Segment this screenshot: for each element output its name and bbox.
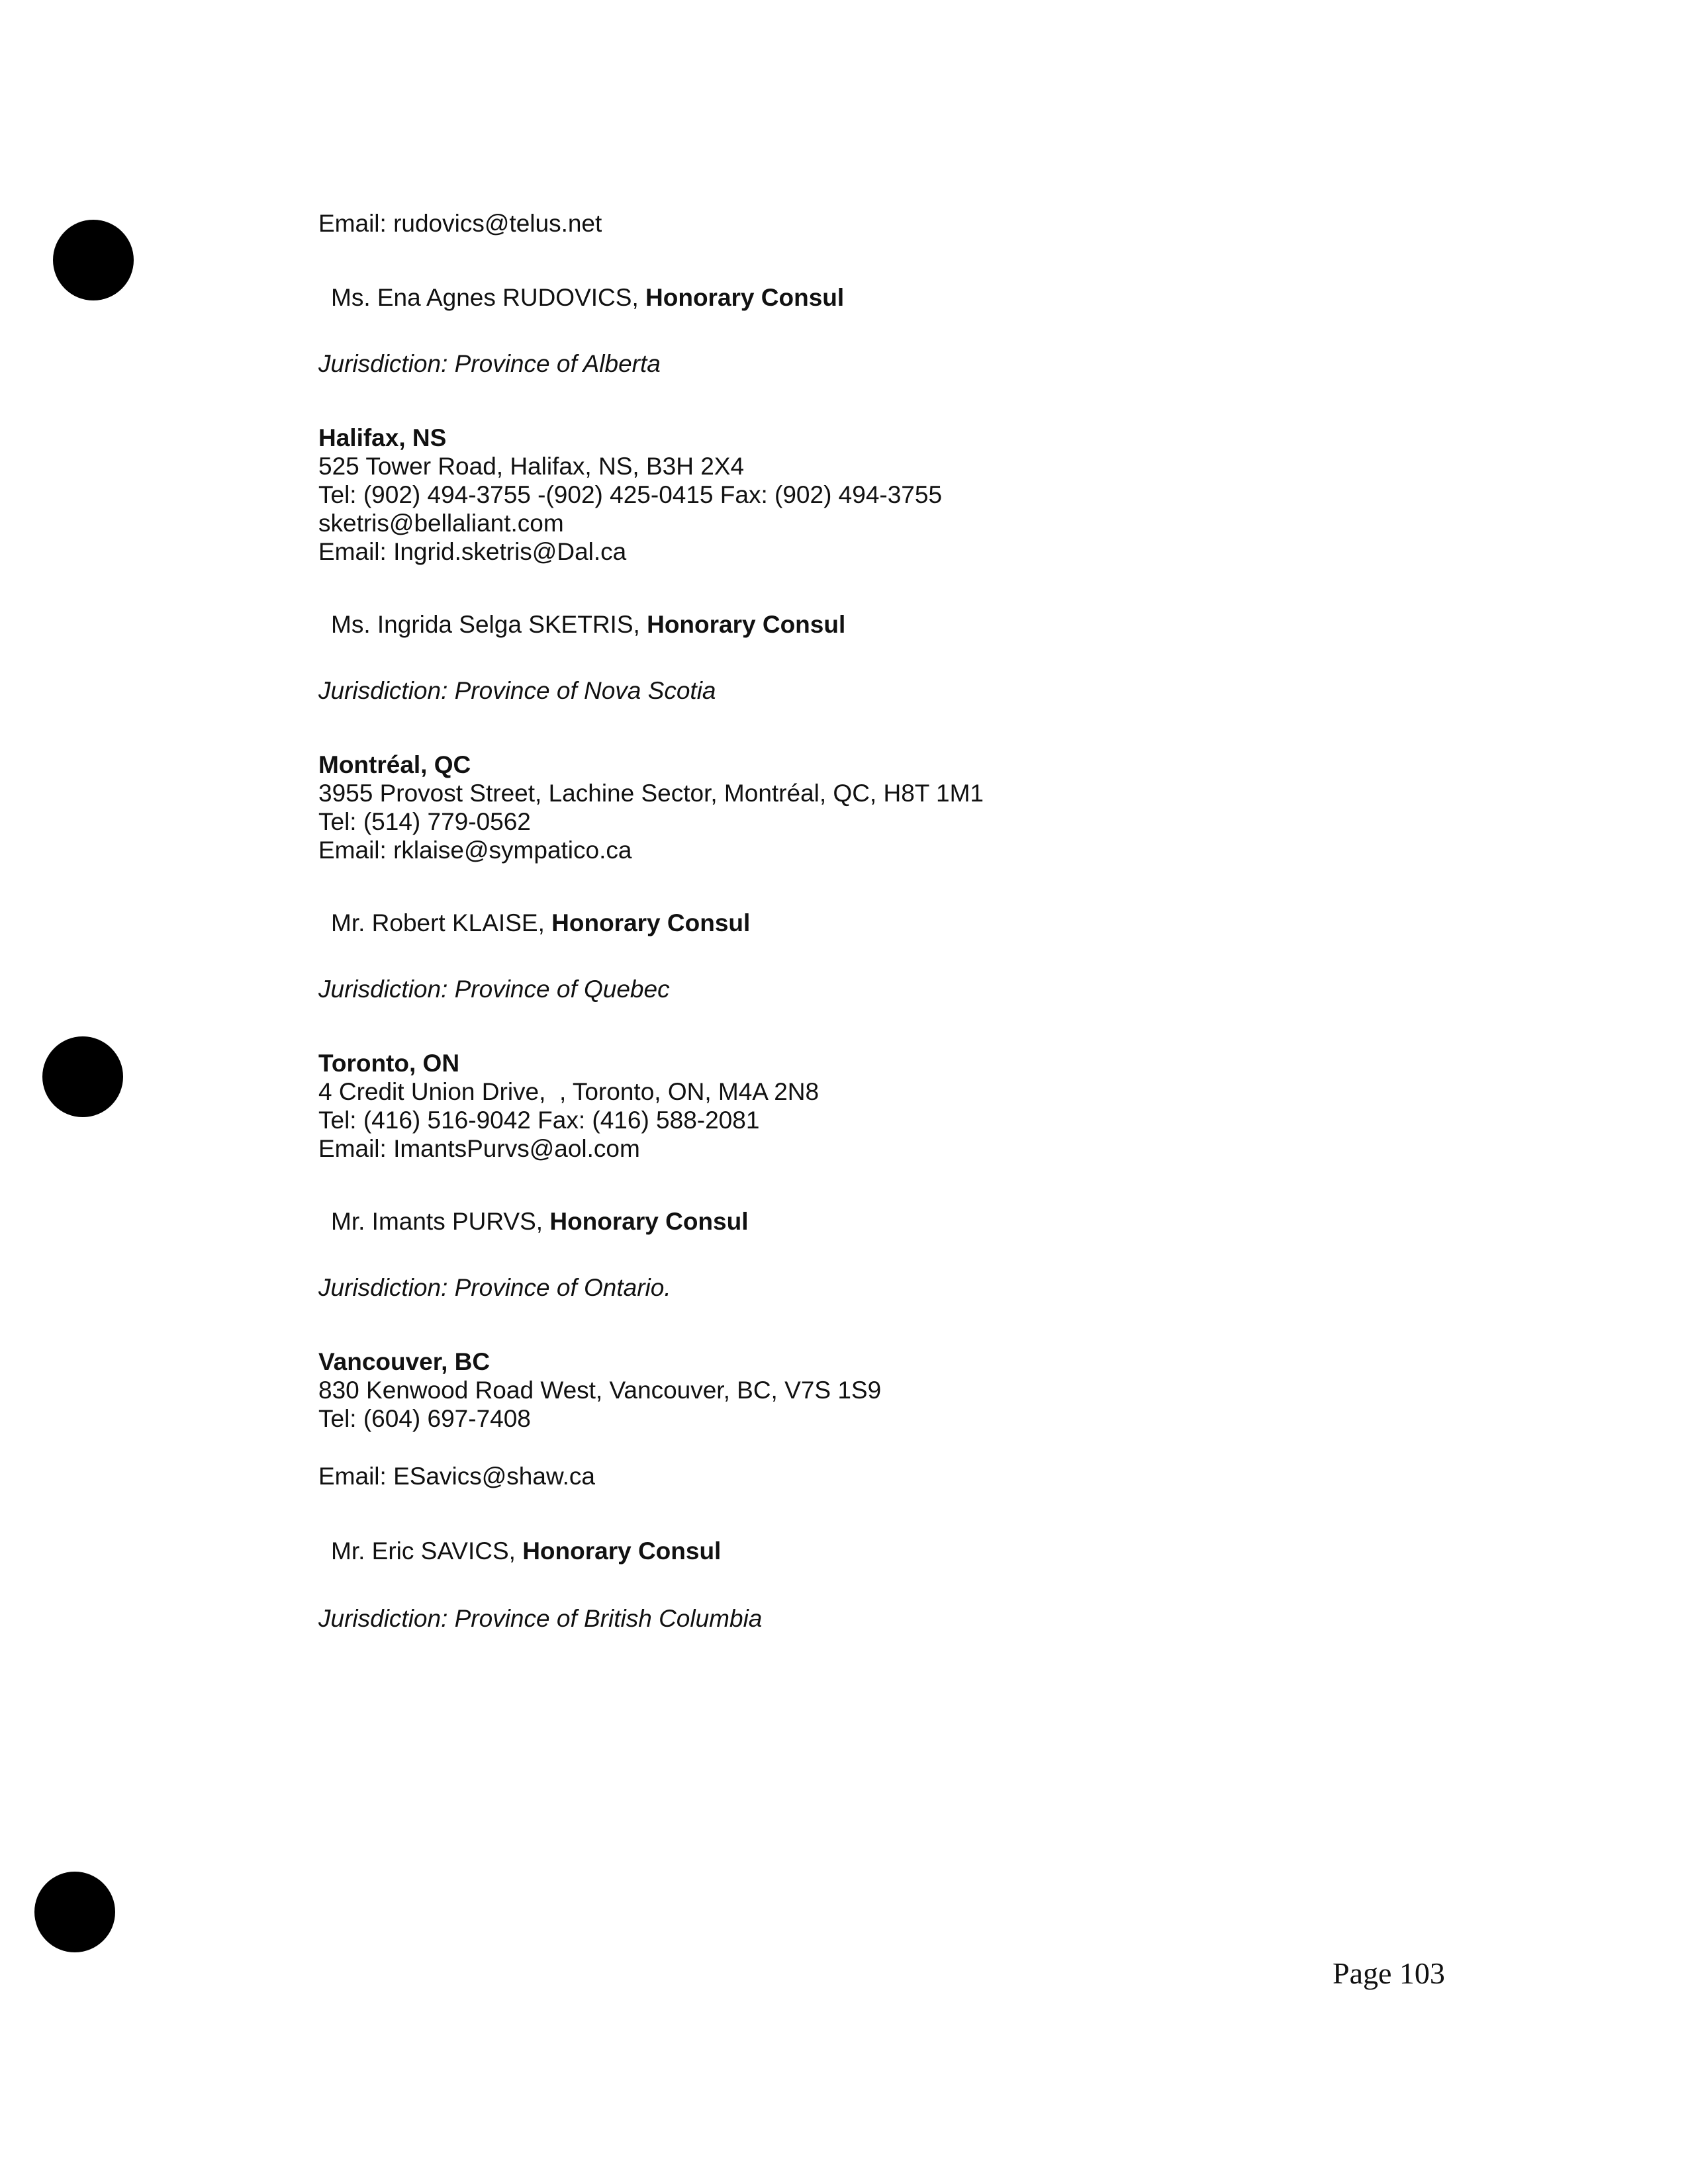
halifax-heading: Halifax, NS: [318, 424, 447, 451]
halifax-consul-name: Ms. Ingrida Selga SKETRIS,: [331, 611, 647, 638]
halifax-jurisdiction: Jurisdiction: Province of Nova Scotia: [318, 677, 716, 704]
punch-hole-bottom: [34, 1872, 115, 1952]
toronto-jurisdiction: Jurisdiction: Province of Ontario.: [318, 1274, 671, 1301]
alberta-email: Email: rudovics@telus.net: [318, 210, 602, 237]
vancouver-phone: Tel: (604) 697-7408: [318, 1405, 531, 1432]
punch-hole-top: [53, 220, 134, 300]
alberta-consul: [331, 283, 844, 312]
alberta-consul-name: Ms. Ena Agnes RUDOVICS,: [331, 284, 646, 311]
toronto-heading: Toronto, ON: [318, 1050, 460, 1077]
montreal-phone: Tel: (514) 779-0562: [318, 808, 531, 835]
vancouver-heading: Vancouver, BC: [318, 1348, 491, 1375]
halifax-address: 525 Tower Road, Halifax, NS, B3H 2X4: [318, 453, 745, 480]
halifax-email: Email: Ingrid.sketris@Dal.ca: [318, 538, 627, 565]
toronto-consul-title: Honorary Consul: [549, 1208, 749, 1235]
vancouver-consul-name: Mr. Eric SAVICS,: [331, 1537, 523, 1565]
vancouver-consul-title: Honorary Consul: [522, 1537, 722, 1565]
toronto-phone: Tel: (416) 516-9042 Fax: (416) 588-2081: [318, 1107, 760, 1134]
punch-hole-middle: [42, 1036, 123, 1117]
montreal-jurisdiction: Jurisdiction: Province of Quebec: [318, 976, 670, 1003]
alberta-consul-title: Honorary Consul: [645, 284, 845, 311]
vancouver-consul: [331, 1537, 721, 1565]
halifax-consul-title: Honorary Consul: [647, 611, 846, 638]
montreal-address: 3955 Provost Street, Lachine Sector, Montréal, QC, H8T 1M1: [318, 780, 984, 807]
halifax-email-alt: sketris@bellaliant.com: [318, 510, 564, 537]
toronto-consul-name: Mr. Imants PURVS,: [331, 1208, 550, 1235]
montreal-email: Email: rklaise@sympatico.ca: [318, 837, 632, 864]
toronto-address: 4 Credit Union Drive, , Toronto, ON, M4A 2N8: [318, 1078, 820, 1105]
montreal-consul: [331, 909, 750, 937]
halifax-phone: Tel: (902) 494-3755 -(902) 425-0415 Fax: (902) 494-3755: [318, 481, 943, 508]
vancouver-jurisdiction: Jurisdiction: Province of British Columbia: [318, 1605, 763, 1632]
alberta-jurisdiction: Jurisdiction: Province of Alberta: [318, 350, 661, 377]
toronto-email: Email: ImantsPurvs@aol.com: [318, 1135, 640, 1162]
vancouver-email: Email: ESavics@shaw.ca: [318, 1463, 595, 1490]
vancouver-address: 830 Kenwood Road West, Vancouver, BC, V7S 1S9: [318, 1377, 882, 1404]
montreal-heading: Montréal, QC: [318, 751, 471, 778]
page-number: Page 103: [1333, 1956, 1445, 1990]
montreal-consul-title: Honorary Consul: [551, 909, 751, 936]
toronto-consul: [331, 1207, 749, 1236]
halifax-consul: [331, 610, 845, 639]
montreal-consul-name: Mr. Robert KLAISE,: [331, 909, 552, 936]
